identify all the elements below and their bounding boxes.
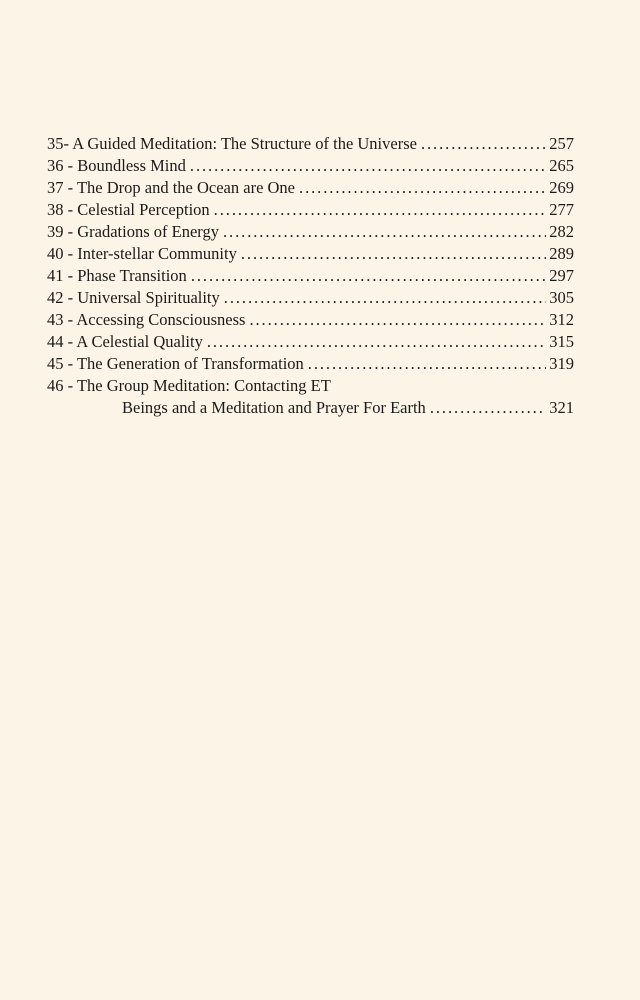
- dot-leader: [191, 265, 546, 287]
- toc-entry: [47, 375, 574, 397]
- table-of-contents: [47, 133, 574, 419]
- toc-entry: [47, 353, 574, 375]
- dot-leader: [214, 199, 547, 221]
- toc-entry-title: Beings and a Meditation and Prayer For Earth: [122, 398, 426, 417]
- toc-entry-page: 319: [549, 354, 574, 373]
- dot-leader: [207, 331, 546, 353]
- toc-entry-title: 43 - Accessing Consciousness: [47, 310, 246, 329]
- toc-entry-title: 38 - Celestial Perception: [47, 200, 210, 219]
- toc-entry: [47, 287, 574, 309]
- toc-entry-title: 36 - Boundless Mind: [47, 156, 186, 175]
- dot-leader: [249, 309, 546, 331]
- toc-entry-title: 42 - Universal Spirituality: [47, 288, 220, 307]
- toc-entry-title: 45 - The Generation of Transformation: [47, 354, 304, 373]
- toc-entry-page: 277: [549, 200, 574, 219]
- toc-entry-title: 35- A Guided Meditation: The Structure of the Universe: [47, 134, 417, 153]
- toc-entry-page: 289: [549, 244, 574, 263]
- toc-entry: [47, 309, 574, 331]
- toc-entry-page: 297: [549, 266, 574, 285]
- toc-entry: [47, 177, 574, 199]
- toc-entry-title: 39 - Gradations of Energy: [47, 222, 219, 241]
- toc-entry-page: 265: [549, 156, 574, 175]
- dot-leader: [224, 287, 546, 309]
- toc-entry-page: 282: [549, 222, 574, 241]
- toc-entry: [47, 155, 574, 177]
- dot-leader: [241, 243, 546, 265]
- toc-entry-page: 321: [549, 398, 574, 417]
- toc-entry: [47, 221, 574, 243]
- dot-leader: [190, 155, 546, 177]
- toc-entry-page: 305: [549, 288, 574, 307]
- dot-leader: [223, 221, 546, 243]
- toc-entry-page: 269: [549, 178, 574, 197]
- toc-entry-title: 37 - The Drop and the Ocean are One: [47, 178, 296, 197]
- toc-entry-page: 257: [549, 134, 574, 153]
- toc-entry-title: 46 - The Group Meditation: Contacting ET: [47, 376, 331, 395]
- toc-entry-title: 41 - Phase Transition: [47, 266, 187, 285]
- toc-entry: [47, 243, 574, 265]
- toc-entry-title: 40 - Inter-stellar Community: [47, 244, 237, 263]
- toc-entry: [47, 199, 574, 221]
- toc-entry-page: 315: [549, 332, 574, 351]
- toc-entry: [47, 331, 574, 353]
- toc-entry: [47, 265, 574, 287]
- toc-entry-page: 312: [549, 310, 574, 329]
- toc-entry-continuation: [47, 397, 574, 419]
- dot-leader: [430, 397, 546, 419]
- toc-entry: [47, 133, 574, 155]
- dot-leader: [308, 353, 546, 375]
- toc-entry-title: 44 - A Celestial Quality: [47, 332, 203, 351]
- dot-leader: [299, 177, 546, 199]
- dot-leader: [421, 133, 546, 155]
